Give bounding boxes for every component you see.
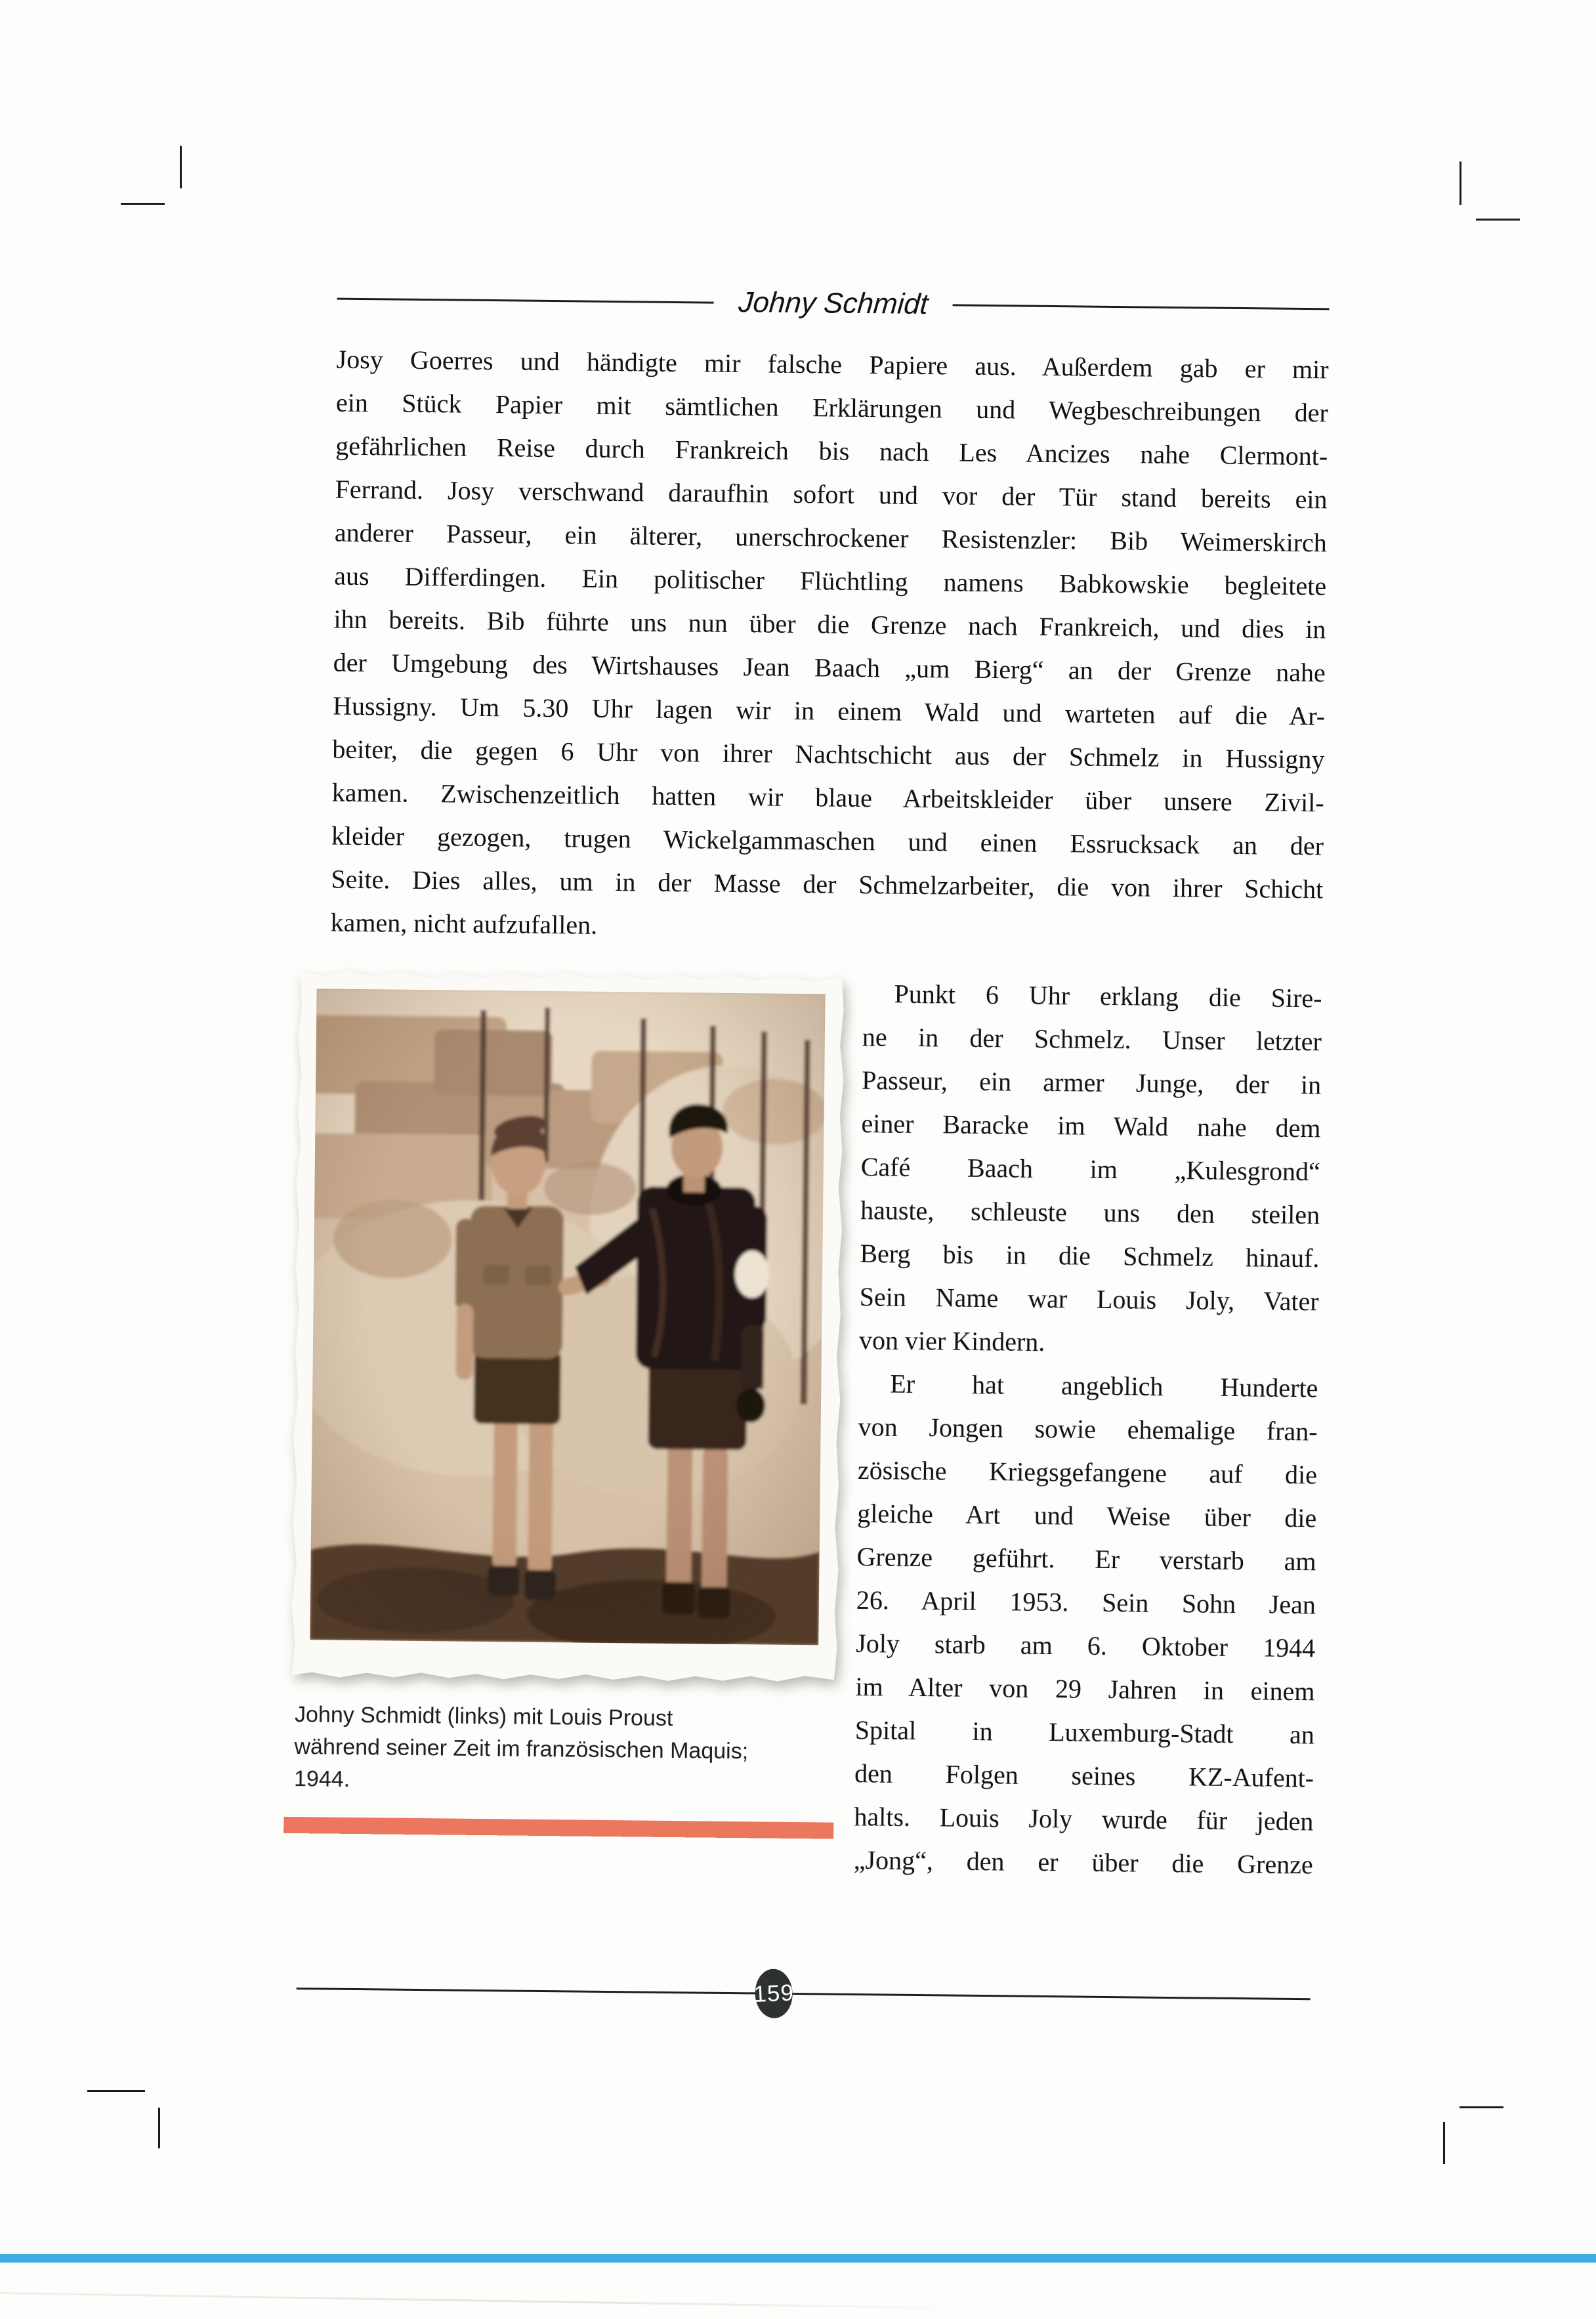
text-line: zösische Kriegsgefangene auf die xyxy=(857,1455,1318,1490)
photo-image xyxy=(310,989,825,1645)
text-line: kleider gezogen, trugen Wickelgammaschen und einen Essrucksack an der xyxy=(331,820,1324,861)
footer-rule xyxy=(297,1988,1311,2000)
text-line: Johny Schmidt (links) mit Louis Proust xyxy=(294,1702,673,1732)
photo-frame xyxy=(290,969,845,1684)
text-line: Spital in Luxemburg-Stadt an xyxy=(854,1714,1315,1750)
text-line: kamen. Zwischenzeitlich hatten wir blaue Arbeitskleider über unsere Zivil- xyxy=(331,777,1324,818)
text-line: kamen, nicht aufzufallen. xyxy=(330,907,598,940)
text-line: anderer Passeur, ein älterer, unerschrockener Resistenzler: Bib Weimerskirch xyxy=(334,517,1328,558)
text-line: Joly starb am 6. Oktober 1944 xyxy=(855,1628,1316,1663)
text-line: Sein Name war Louis Joly, Vater xyxy=(859,1281,1319,1317)
text-line: einer Baracke im Wald nahe dem xyxy=(861,1109,1321,1143)
text-line: 1944. xyxy=(293,1766,350,1792)
running-header-title: Johny Schmidt xyxy=(737,286,929,320)
text-line: halts. Louis Joly wurde für jeden xyxy=(854,1801,1314,1837)
header-rule-left xyxy=(337,297,714,303)
main-paragraph xyxy=(330,338,1329,955)
red-divider-bar xyxy=(284,1817,833,1839)
text-line: ne in der Schmelz. Unser letzter xyxy=(862,1022,1322,1057)
text-line: von vier Kindern. xyxy=(858,1325,1045,1357)
text-line: Grenze geführt. Er verstarb am xyxy=(856,1541,1316,1577)
text-line: Punkt 6 Uhr erklang die Sire- xyxy=(894,979,1322,1013)
text-line: ein Stück Papier mit sämtlichen Erklärungen und Wegbeschreibungen der xyxy=(335,387,1329,428)
text-line: gleiche Art und Weise über die xyxy=(857,1498,1317,1533)
header-rule-right xyxy=(953,304,1330,310)
text-line: aus Differdingen. Ein politischer Flüchtling namens Babkowskie begleitete xyxy=(333,561,1327,601)
bottom-blue-bar xyxy=(0,2254,1596,2263)
text-line: Café Baach im „Kulesgrond“ xyxy=(860,1152,1321,1187)
text-line: Seite. Dies alles, um in der Masse der Schmelzarbeiter, die von ihrer Schicht xyxy=(331,864,1324,904)
text-line: im Alter von 29 Jahren in einem xyxy=(855,1671,1315,1707)
text-line: Er hat angeblich Hunderte xyxy=(890,1369,1318,1403)
page-number: 159 xyxy=(753,1979,795,2007)
text-line: der Umgebung des Wirtshauses Jean Baach „um Bierg“ an der Grenze nahe xyxy=(333,647,1326,688)
text-line: hauste, schleuste uns den steilen xyxy=(860,1195,1320,1230)
text-line: 26. April 1953. Sein Sohn Jean xyxy=(856,1585,1316,1620)
text-line: von Jongen sowie ehemalige fran- xyxy=(858,1411,1318,1447)
text-line: gefährlichen Reise durch Frankreich bis nach Les Ancizes nahe Clermont- xyxy=(335,431,1328,471)
page-number-badge xyxy=(754,1968,793,2019)
text-line: den Folgen seines KZ-Aufent- xyxy=(854,1758,1314,1793)
running-header xyxy=(337,278,1330,330)
photo-caption xyxy=(294,1699,839,1801)
text-line: ihn bereits. Bib führte uns nun über die Grenze nach Frankreich, und dies in xyxy=(333,604,1326,645)
text-line: Ferrand. Josy verschwand daraufhin sofort und vor der Tür stand bereits ein xyxy=(335,474,1328,515)
text-line: beiter, die gegen 6 Uhr von ihrer Nachtschicht aus der Schmelz in Hussigny xyxy=(332,734,1325,775)
text-line: Josy Goerres und händigte mir falsche Papiere aus. Außerdem gab er mir xyxy=(336,344,1329,385)
text-line: Hussigny. Um 5.30 Uhr lagen wir in einem Wald und warteten auf die Ar- xyxy=(332,691,1326,731)
photograph xyxy=(290,969,845,1684)
right-column xyxy=(853,972,1322,1886)
text-line: „Jong“, den er über die Grenze xyxy=(853,1844,1313,1880)
text-line: Berg bis in die Schmelz hinauf. xyxy=(860,1238,1320,1273)
text-line: während seiner Zeit im französischen Maquis; xyxy=(294,1734,749,1764)
text-line: Passeur, ein armer Junge, der in xyxy=(861,1065,1322,1100)
